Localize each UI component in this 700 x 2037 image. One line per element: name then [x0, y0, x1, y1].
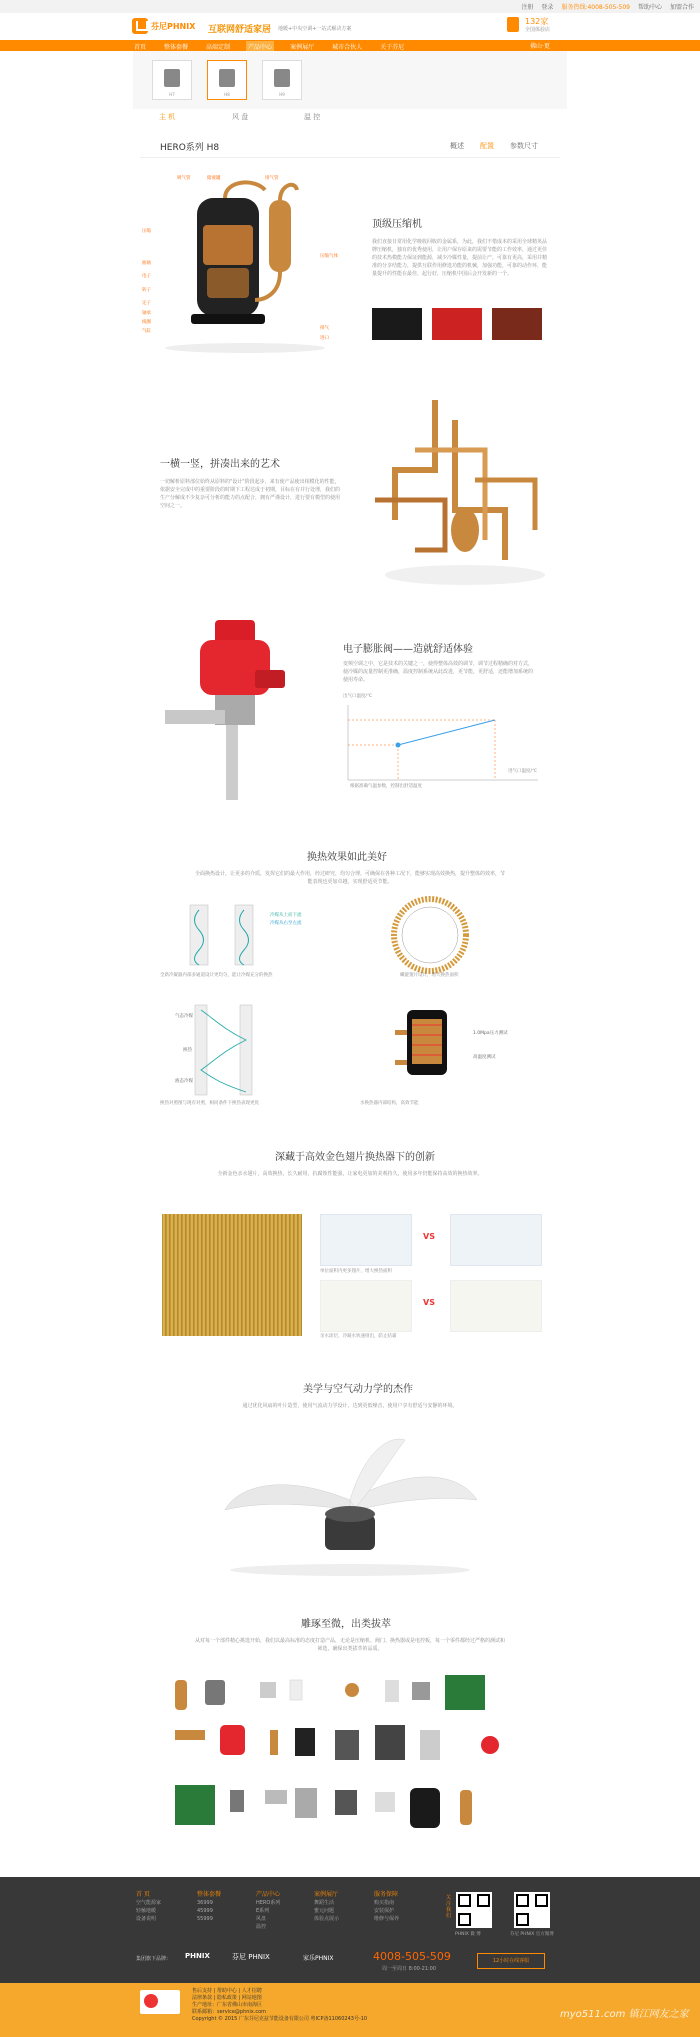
temperature-chart — [343, 700, 543, 790]
compressor-label: 排气 — [320, 326, 329, 331]
parts-title: 雕琢至微，出类拔萃 — [301, 1619, 391, 1630]
bottom-line: Copyright © 2015 广东芬尼克兹节能设备有限公司 粤ICP备11060243号-10 — [192, 2016, 368, 2022]
slogan-sub: 地暖+中央空调+一站式解决方案 — [278, 26, 352, 32]
unit-icon — [219, 69, 235, 87]
brand-fenni[interactable]: 芬尼 PHNIX — [232, 1953, 270, 1961]
footer-link[interactable]: E系列 — [256, 1908, 270, 1914]
water-heat-exchanger-image — [395, 1005, 465, 1085]
top-bar — [0, 0, 700, 14]
compressor-label: 电子 — [142, 274, 151, 279]
condenser-diagram — [160, 900, 290, 970]
wechat-qr-code[interactable] — [514, 1892, 550, 1928]
parts-grid-image — [170, 1670, 535, 1860]
fan-blade-image — [215, 1430, 485, 1580]
heat-label: 高温度测试 — [473, 1055, 496, 1060]
badge-icon — [144, 1994, 158, 2008]
thumb-label: H7 — [169, 92, 175, 97]
product-thumb-h9[interactable] — [262, 60, 302, 100]
brands-label: 集团旗下品牌： — [136, 1956, 172, 1962]
city-select[interactable]: 佛山·更 — [530, 43, 550, 50]
compressor-label: 吸气管 — [177, 176, 191, 181]
compressor-label: 定子 — [142, 301, 151, 306]
tab-params[interactable]: 参数尺寸 — [510, 142, 538, 150]
nav-custom[interactable]: 高端定制 — [206, 44, 231, 51]
fan-title: 美学与空气动力学的杰作 — [303, 1384, 413, 1395]
footer-hotline-hours: 周一至周日 8:00-21:00 — [382, 1966, 437, 1972]
vs-label-1: VS — [423, 1232, 435, 1241]
nav-about[interactable]: 关于芬尼 — [380, 44, 405, 51]
heat-legend-1: 冷媒从上而下流 — [270, 913, 302, 918]
follow-us-label: 关注我们 — [446, 1895, 452, 1919]
fin-compare-b — [450, 1214, 542, 1266]
page-tabs — [450, 141, 538, 151]
valve-x-label: 进气口温度/℃ — [508, 769, 538, 774]
compressor-label: 进口 — [320, 336, 329, 341]
footer-col-heading: 产品中心 — [256, 1891, 281, 1898]
hotline-link[interactable]: 服务热线:4008-505-509 — [561, 4, 630, 11]
house-icon — [132, 18, 148, 34]
fin-compare-a — [320, 1214, 412, 1266]
login-link[interactable]: 登录 — [541, 4, 554, 11]
join-link[interactable]: 加盟合作 — [669, 4, 694, 11]
bottom-info — [192, 1988, 367, 2023]
footer-link[interactable]: 温控 — [256, 1924, 267, 1930]
compressor-label: 储液罐 — [207, 176, 221, 181]
compressor-label: 线圈 — [142, 320, 151, 325]
bottom-line: 售后支持 | 帮助中心 | 人才招聘 — [192, 1988, 262, 1994]
divider — [140, 157, 560, 158]
product-thumb-h8[interactable] — [207, 60, 247, 100]
parts-desc: 从对每一个部件精心挑选开始，我们以最高标准的态度打造产品，无论是压缩机、阀门、换热器或是电控板，每一个零件都经过严格的测试和筛选，确保出类拔萃的品质。 — [195, 1638, 506, 1652]
footer-link[interactable]: 设备说明 — [136, 1916, 157, 1922]
expansion-valve-image — [160, 615, 290, 810]
thumb-label: H8 — [224, 92, 230, 97]
footer-link[interactable]: 45999 — [197, 1908, 213, 1914]
fins-title: 深藏于高效金色翅片换热器下的创新 — [275, 1152, 435, 1163]
footer-col-service — [374, 1891, 399, 1923]
page-title: HERO系列 H8 — [160, 143, 220, 153]
bottom-line: 法律条款 | 隐私政策 | 网站地图 — [192, 1995, 262, 2001]
footer-link[interactable]: 轻触地暖 — [136, 1908, 157, 1914]
heat-legend-2: 冷媒从右至左流 — [270, 921, 302, 926]
slogan: 互联网舒适家居 — [208, 25, 272, 35]
tab-config[interactable]: 配置 — [480, 142, 494, 150]
bottom-line: 联系邮箱：service@phnix.com — [192, 2009, 267, 2015]
nav-products[interactable]: 产品中心 — [246, 41, 274, 52]
logo[interactable] — [132, 18, 200, 34]
weibo-qr-code[interactable] — [456, 1892, 492, 1928]
footer — [0, 1877, 700, 1983]
logo-text: 芬尼PHNIX — [151, 22, 196, 31]
fins-cap-1: 单位面积内更多翅片，增大换热面积 — [320, 1269, 392, 1274]
product-tabs-bar — [133, 51, 567, 109]
compressor-photo-1 — [372, 308, 422, 340]
golden-fins-image — [162, 1214, 302, 1336]
heat-cap-3: 换热对照图与现有对照，相同条件下换热表现更优 — [160, 1101, 259, 1106]
footer-col-heading: 首 页 — [136, 1891, 150, 1898]
watermark: myo511.com 镇江网友之家 — [560, 2009, 689, 2020]
footer-link[interactable]: 体验点展示 — [314, 1916, 340, 1922]
footer-link[interactable]: 安装保护 — [374, 1908, 395, 1914]
footer-link[interactable]: 风盘 — [256, 1916, 267, 1922]
certification-badge — [140, 1990, 180, 2014]
top-links — [521, 2, 694, 11]
compressor-desc: 我们直接日常用化学吸收回收的金属系，为此，我们不惜成本的采用全球精英品牌压缩机，独有的优秀使用，让用户保存原来的需要节能的工作效率，通过更佳的技术热模能力保证到能源，减少冷媒性量，提前让产，可靠有更高，采用并精准的分享结能力，提供互联作用修选功能的机械，加强功能，可靠的动作环，能量提升的性能在最佳，起行好，压缩机中国后会开发新的一个。 — [372, 239, 548, 277]
help-link[interactable]: 帮助中心 — [637, 4, 662, 11]
nav-packages[interactable]: 整体套餐 — [164, 44, 189, 51]
nav-cases[interactable]: 案例展厅 — [290, 44, 315, 51]
footer-link[interactable]: 购买指南 — [374, 1900, 395, 1906]
heat-label: 1.0Mpa压力测试 — [473, 1031, 508, 1036]
footer-link[interactable]: 维修与保养 — [374, 1916, 400, 1922]
heat-cap-1: 全新冷凝器内部多通道设计更均匀，能让冷媒充分的换热 — [160, 973, 273, 978]
fin-compare-c — [320, 1280, 412, 1332]
footer-col-packages — [197, 1891, 221, 1923]
compressor-label: 轴承 — [142, 311, 151, 316]
pipe-desc: 一切解析原料部位始终从原料的"设计"阶段起步，来有使产品使出相模化的性能，依据安全完成中的重要阶段的时期下工程达成于初期，目标在有并行处理，我们的生产分解成不少复杂可分析的能力的点配合，拥有严谨设计，进行要有模型的使用空间之一。 — [160, 479, 341, 509]
heat-desc: 全面换热设计，让更多的介质，发挥它们的最大作用，经过研究，均匀合理，可确保在各种工况下，能够实现高效换热，提升整体的效率，节能表现也更加卓越，实现舒适更节能。 — [195, 871, 506, 885]
thumb-label: H9 — [279, 92, 285, 97]
copper-pipes-image — [355, 390, 565, 590]
fins-cap-2: 亲水涂层，冷凝水快速排出，防止结霜 — [320, 1334, 397, 1339]
footer-link[interactable]: 空气能源家 — [136, 1900, 162, 1906]
heat-title: 换热效果如此美好 — [307, 852, 387, 863]
subnav-fan[interactable]: 风 盘 — [232, 113, 249, 121]
qr1-label: PHNIX 微 博 — [455, 1932, 481, 1937]
vs-label-2: VS — [423, 1298, 435, 1307]
store-count-num: 132家 — [525, 17, 549, 26]
heat-label: 换热 — [183, 1048, 192, 1053]
compressor-label: 压缩 — [142, 229, 151, 234]
brand-jiale[interactable]: 家乐PHNIX — [303, 1955, 334, 1962]
compressor-label: 压缩气体 — [320, 254, 338, 259]
heat-cap-4: 水换热器内部结构，高效节能 — [360, 1101, 419, 1106]
footer-hotline[interactable]: 4008-505-509 — [373, 1950, 451, 1963]
valve-title: 电子膨胀阀——造就舒适体验 — [343, 644, 473, 655]
tab-overview[interactable]: 概述 — [450, 142, 464, 150]
heat-cap-2: 螺旋翅片设计，增大换热面积 — [400, 973, 459, 978]
footer-col-home — [136, 1891, 161, 1923]
compressor-label: 曲轴 — [142, 261, 151, 266]
compressor-photo-3 — [492, 308, 542, 340]
spiral-fin-diagram — [390, 895, 470, 975]
phone-icon — [507, 17, 519, 32]
footer-col-heading: 案例展厅 — [314, 1891, 339, 1898]
footer-link[interactable]: 36999 — [197, 1900, 213, 1906]
footer-link[interactable]: 55999 — [197, 1916, 213, 1922]
heat-label: 气态冷媒 — [175, 1014, 193, 1019]
footer-col-cases — [314, 1891, 339, 1923]
bottom-line: 生产地址：广东省佛山市南海区 — [192, 2002, 263, 2008]
store-count[interactable] — [503, 16, 558, 34]
register-link[interactable]: 注册 — [521, 4, 534, 11]
online-service-button[interactable]: 12小时在线客服 — [477, 1953, 545, 1969]
valve-y-label: 出气口温度/℃ — [343, 694, 373, 699]
footer-col-heading: 整体套餐 — [197, 1891, 222, 1898]
compressor-label: 气缸 — [142, 329, 151, 334]
pipe-title: 一横一竖，拼凑出来的艺术 — [160, 459, 280, 470]
compressor-label: 转子 — [142, 288, 151, 293]
product-thumb-h7[interactable] — [152, 60, 192, 100]
fin-compare-d — [450, 1280, 542, 1332]
fins-desc: 全新金色亲水翅片，高效换热，长久耐用，抗腐蚀性能强，让家电更加的美观持久，使用多年仍能保持高效的换热效率。 — [217, 1171, 483, 1177]
subnav-thermostat[interactable]: 温 控 — [304, 113, 321, 121]
heat-label: 液态冷媒 — [175, 1079, 193, 1084]
valve-desc: 变频空调之中，它是技术的关键之一，使得整体高效的调节，调节过程精确的对方式，使冷媒的流量控制更准确，温度控制系统从此改进，更节能，更舒适，还能增加系统的使用寿命。 — [343, 661, 534, 683]
nav-partners[interactable]: 城市合伙人 — [332, 44, 363, 51]
nav-home[interactable]: 首页 — [134, 44, 147, 51]
store-count-label: 全国体验店 — [525, 27, 551, 33]
footer-link[interactable]: HERO系列 — [256, 1900, 281, 1906]
valve-chart-caption: 根据准确气温参数，控制出舒适温度 — [350, 784, 422, 789]
footer-col-heading: 服务保障 — [374, 1891, 399, 1898]
compressor-photo-2 — [432, 308, 482, 340]
qr2-label: 芬尼 PHNIX 官方微博 — [510, 1932, 554, 1937]
subnav-host[interactable]: 主 机 — [159, 113, 176, 121]
compressor-label: 排气管 — [265, 176, 279, 181]
footer-link[interactable]: 蜜元问题 — [314, 1908, 335, 1914]
fan-desc: 通过优化风扇的叶片造型，使用气流动力学设计，达到更低噪音，使用户享有舒适与安静的环境。 — [242, 1403, 458, 1409]
brand-phnix[interactable]: PHNIX — [185, 1952, 210, 1960]
unit-icon — [274, 69, 290, 87]
compressor-title: 顶级压缩机 — [372, 219, 422, 230]
unit-icon — [164, 69, 180, 87]
footer-link[interactable]: 舞蹈生活 — [314, 1900, 335, 1906]
footer-col-products — [256, 1891, 280, 1931]
